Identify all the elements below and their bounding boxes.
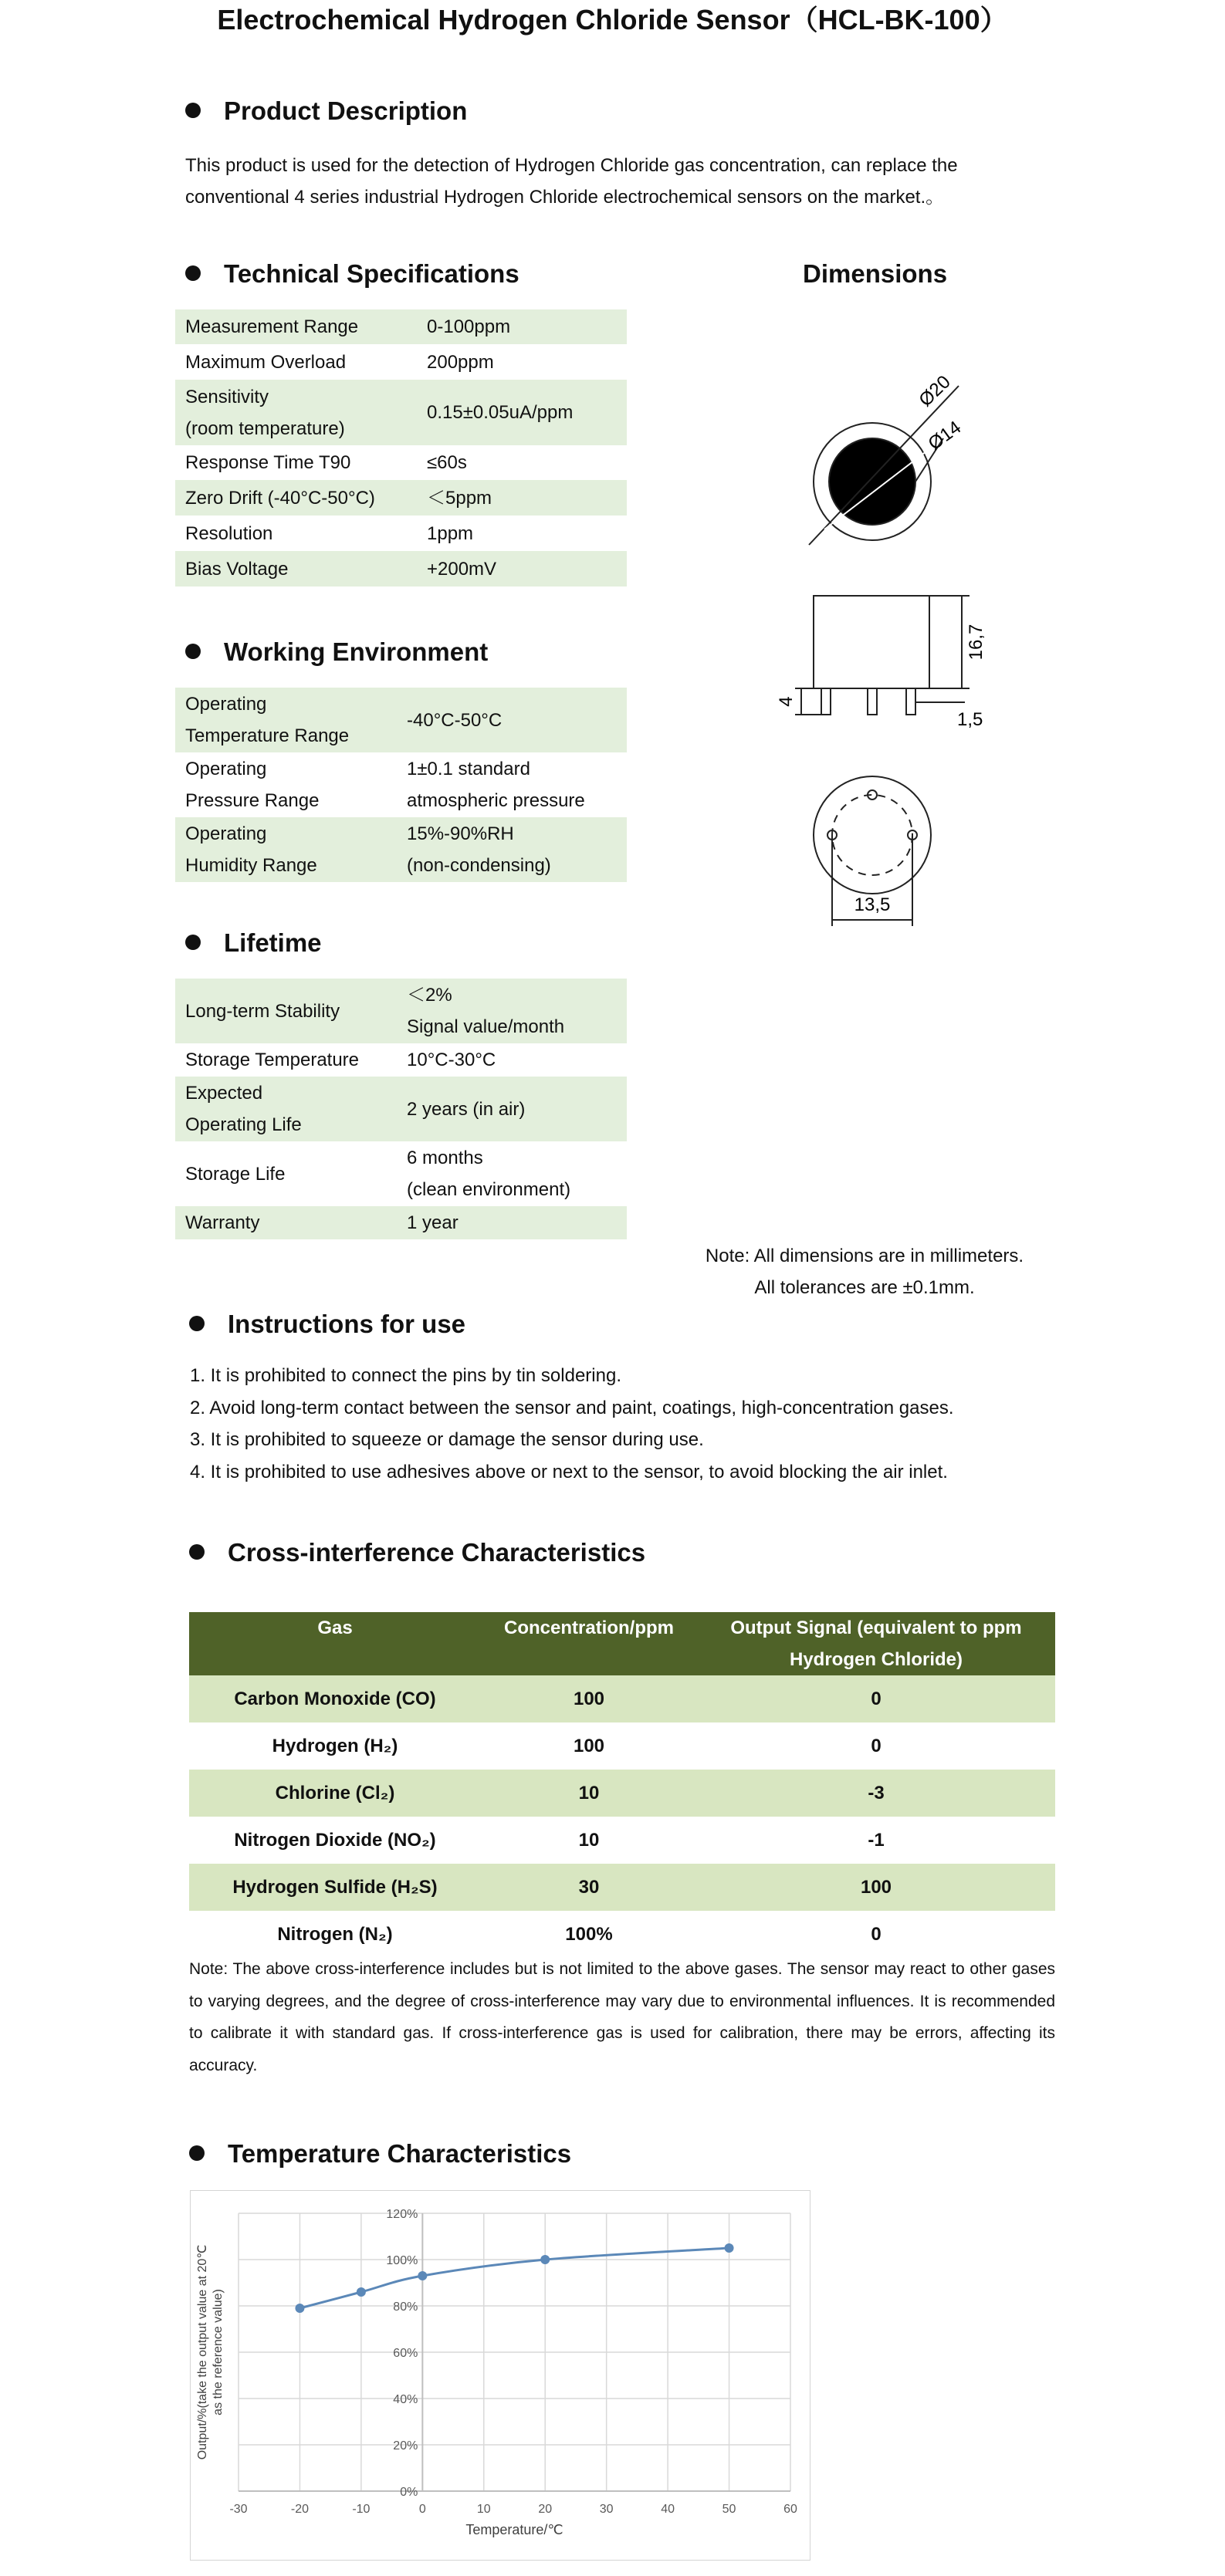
technical-specifications-heading: Technical Specifications bbox=[185, 259, 519, 289]
spec-value: ＜2% Signal value/month bbox=[407, 985, 565, 1037]
bullet-icon bbox=[185, 265, 201, 281]
spec-value: 0-100ppm bbox=[427, 316, 511, 337]
y-tick-label: 20% bbox=[393, 2439, 418, 2453]
table-row bbox=[189, 1911, 1055, 1958]
table-row bbox=[175, 445, 627, 480]
spec-label: Long-term Stability bbox=[185, 1000, 340, 1022]
dimensions-note: Note: All dimensions are in millimeters. All tolerances are ±0.1mm. bbox=[705, 1246, 1024, 1298]
spec-value: 10°C-30°C bbox=[407, 1050, 496, 1070]
table-row bbox=[175, 344, 627, 380]
instructions-heading: Instructions for use bbox=[189, 1310, 465, 1339]
spec-label: Bias Voltage bbox=[185, 558, 289, 580]
gas-cell: Hydrogen (H₂) bbox=[272, 1735, 398, 1756]
x-tick-label: -20 bbox=[290, 2503, 310, 2516]
spec-label: Measurement Range bbox=[185, 316, 359, 337]
table-header-row bbox=[189, 1612, 1055, 1675]
spec-value: 1±0.1 standard atmospheric pressure bbox=[407, 759, 585, 811]
x-tick-label: -10 bbox=[352, 2503, 371, 2516]
working-environment-heading: Working Environment bbox=[185, 637, 488, 667]
spec-value: ＜5ppm bbox=[427, 487, 492, 509]
y-axis-label: Output/%(take the output value at 20℃ bbox=[196, 2244, 209, 2460]
y-tick-label: 120% bbox=[386, 2208, 418, 2221]
table-row bbox=[189, 1770, 1055, 1817]
spec-value: +200mV bbox=[427, 558, 497, 580]
top-view bbox=[809, 386, 959, 545]
spec-value: 6 months (clean environment) bbox=[407, 1148, 571, 1200]
concentration-cell: 100 bbox=[573, 1688, 605, 1709]
y-tick-label: 80% bbox=[393, 2300, 418, 2314]
table-row bbox=[175, 1077, 627, 1141]
output-cell: 0 bbox=[871, 1688, 882, 1709]
concentration-cell: 30 bbox=[578, 1876, 600, 1898]
column-header-output: Output Signal (equivalent to ppm Hydrogen Chloride) bbox=[697, 1612, 1055, 1675]
page-title: Electrochemical Hydrogen Chloride Sensor（HCL-BK-100） bbox=[217, 4, 1008, 35]
table-row bbox=[175, 309, 627, 344]
spec-value: 15%-90%RH (non-condensing) bbox=[407, 823, 551, 876]
pin-spacing-label: 13,5 bbox=[854, 894, 891, 915]
spec-value: 2 years (in air) bbox=[407, 1098, 526, 1120]
spec-label: Sensitivity (room temperature) bbox=[185, 386, 345, 439]
spec-value: -40°C-50°C bbox=[407, 709, 503, 731]
cross-interference-heading: Cross-interference Characteristics bbox=[189, 1538, 645, 1567]
table-row bbox=[189, 1864, 1055, 1911]
bullet-icon bbox=[185, 103, 201, 118]
x-tick-label: 40 bbox=[661, 2503, 675, 2516]
x-tick-label: 50 bbox=[722, 2503, 736, 2516]
data-point bbox=[725, 2243, 734, 2253]
cross-interference-note: Note: The above cross-interference includes but is not limited to the above gases. The sensor may react to other gases to varying degrees, and the degree of cross-interference may vary due to environmental influences. It is recommended to calibrate it with standard gas. If cross-interference gas is used for calibration, there may be errors, affecting its accuracy. bbox=[189, 1960, 1055, 2074]
concentration-cell: 10 bbox=[578, 1829, 600, 1851]
y-tick-label: 60% bbox=[393, 2347, 418, 2360]
concentration-cell: 10 bbox=[578, 1782, 600, 1804]
y-tick-label: 100% bbox=[386, 2254, 418, 2267]
product-description-text: This product is used for the detection of Hydrogen Chloride gas concentration, can replace the conventional 4 series industrial Hydrogen Chloride electrochemical sensors on the market.。 bbox=[185, 155, 958, 208]
pin-diameter-label: 1,5 bbox=[957, 709, 983, 730]
list-item: 2. Avoid long-term contact between the sensor and paint, coatings, high-concentration gases. bbox=[190, 1397, 954, 1418]
product-description-heading: Product Description bbox=[185, 96, 467, 126]
bullet-icon bbox=[189, 1316, 205, 1331]
table-row bbox=[175, 1043, 627, 1077]
data-point bbox=[418, 2271, 427, 2280]
spec-label: Resolution bbox=[185, 522, 273, 544]
column-header-concentration: Concentration/ppm bbox=[481, 1612, 697, 1675]
list-item: 1. It is prohibited to connect the pins by tin soldering. bbox=[190, 1365, 621, 1386]
temperature-heading: Temperature Characteristics bbox=[189, 2139, 571, 2169]
bottom-outer-circle bbox=[814, 776, 931, 894]
table-row bbox=[189, 1675, 1055, 1722]
spec-label: Maximum Overload bbox=[185, 351, 347, 373]
gas-cell: Nitrogen (N₂) bbox=[277, 1923, 393, 1945]
pin-circle bbox=[832, 795, 912, 875]
table-row bbox=[189, 1722, 1055, 1770]
gas-cell: Carbon Monoxide (CO) bbox=[234, 1688, 436, 1709]
pin-length-label: 4 bbox=[776, 696, 797, 707]
x-tick-label: 60 bbox=[783, 2503, 797, 2516]
table-row bbox=[189, 1817, 1055, 1864]
data-point bbox=[295, 2304, 304, 2313]
concentration-cell: 100% bbox=[565, 1923, 613, 1945]
x-tick-label: 0 bbox=[418, 2503, 426, 2516]
spec-label: Storage Life bbox=[185, 1163, 286, 1185]
working-environment-table bbox=[175, 688, 627, 882]
column-header-gas: Gas bbox=[189, 1612, 481, 1675]
y-tick-label: 40% bbox=[393, 2393, 418, 2406]
table-row bbox=[175, 979, 627, 1043]
bullet-icon bbox=[189, 1544, 205, 1560]
data-point bbox=[357, 2287, 366, 2297]
spec-label: Storage Temperature bbox=[185, 1050, 360, 1070]
gas-cell: Chlorine (Cl₂) bbox=[275, 1782, 395, 1804]
x-tick-label: 30 bbox=[599, 2503, 614, 2516]
cross-interference-table bbox=[189, 1612, 1055, 1958]
spec-value: ≤60s bbox=[427, 452, 467, 473]
side-view bbox=[795, 596, 970, 715]
table-row bbox=[175, 752, 627, 817]
table-row bbox=[175, 551, 627, 587]
series-line bbox=[299, 2248, 729, 2308]
spec-label: Response Time T90 bbox=[185, 452, 351, 473]
outer-diameter-label: Ø20 bbox=[915, 371, 955, 411]
bullet-icon bbox=[185, 644, 201, 659]
table-row bbox=[175, 1141, 627, 1206]
table-row bbox=[175, 817, 627, 882]
x-tick-label: 20 bbox=[538, 2503, 553, 2516]
bullet-icon bbox=[189, 2145, 205, 2161]
gas-cell: Nitrogen Dioxide (NO₂) bbox=[234, 1829, 436, 1851]
technical-specifications-table bbox=[175, 309, 627, 587]
spec-value: 0.15±0.05uA/ppm bbox=[427, 402, 574, 423]
pin bbox=[906, 688, 915, 715]
spec-value: 1ppm bbox=[427, 522, 474, 544]
y-axis-label: as the reference value) bbox=[211, 2289, 225, 2415]
x-tick-label: -30 bbox=[229, 2503, 248, 2516]
instructions-list bbox=[190, 1360, 1078, 1488]
spec-value: 1 year bbox=[407, 1212, 459, 1233]
spec-label: Warranty bbox=[185, 1212, 260, 1233]
table-row bbox=[175, 480, 627, 516]
table-row bbox=[175, 1206, 627, 1239]
x-tick-label: 10 bbox=[476, 2503, 491, 2516]
lifetime-heading: Lifetime bbox=[185, 928, 322, 958]
gas-cell: Hydrogen Sulfide (H₂S) bbox=[232, 1876, 438, 1898]
inner-disc bbox=[829, 438, 915, 525]
sensor-body bbox=[814, 596, 929, 688]
spec-label: Operating Pressure Range bbox=[185, 759, 320, 811]
dimensions-heading: Dimensions bbox=[803, 259, 948, 288]
output-cell: -3 bbox=[868, 1782, 885, 1804]
inner-diameter-label: Ø14 bbox=[924, 417, 966, 455]
temperature-chart-frame bbox=[190, 2190, 810, 2561]
output-cell: -1 bbox=[868, 1829, 885, 1851]
spec-label: Expected Operating Life bbox=[185, 1083, 302, 1135]
list-item: 4. It is prohibited to use adhesives above or next to the sensor, to avoid blocking the air inlet. bbox=[190, 1461, 948, 1482]
height-label: 16,7 bbox=[966, 624, 986, 661]
pin bbox=[868, 688, 877, 715]
data-point bbox=[540, 2255, 550, 2264]
pin bbox=[821, 688, 831, 715]
concentration-cell: 100 bbox=[573, 1735, 605, 1756]
spec-value: 200ppm bbox=[427, 351, 494, 373]
spec-label: Zero Drift (-40°C-50°C) bbox=[185, 487, 375, 509]
output-cell: 0 bbox=[871, 1923, 882, 1945]
temperature-chart bbox=[191, 2191, 810, 2560]
output-cell: 0 bbox=[871, 1735, 882, 1756]
dimensions-drawing bbox=[772, 363, 1019, 949]
y-tick-label: 0% bbox=[400, 2486, 418, 2499]
x-axis-label: Temperature/℃ bbox=[465, 2522, 563, 2537]
spec-label: Operating Temperature Range bbox=[185, 694, 350, 746]
lifetime-table bbox=[175, 979, 627, 1239]
list-item: 3. It is prohibited to squeeze or damage the sensor during use. bbox=[190, 1429, 704, 1450]
output-cell: 100 bbox=[860, 1876, 892, 1898]
bullet-icon bbox=[185, 935, 201, 950]
table-row bbox=[175, 380, 627, 445]
spec-label: Operating Humidity Range bbox=[185, 823, 317, 876]
table-row bbox=[175, 516, 627, 551]
table-row bbox=[175, 688, 627, 752]
